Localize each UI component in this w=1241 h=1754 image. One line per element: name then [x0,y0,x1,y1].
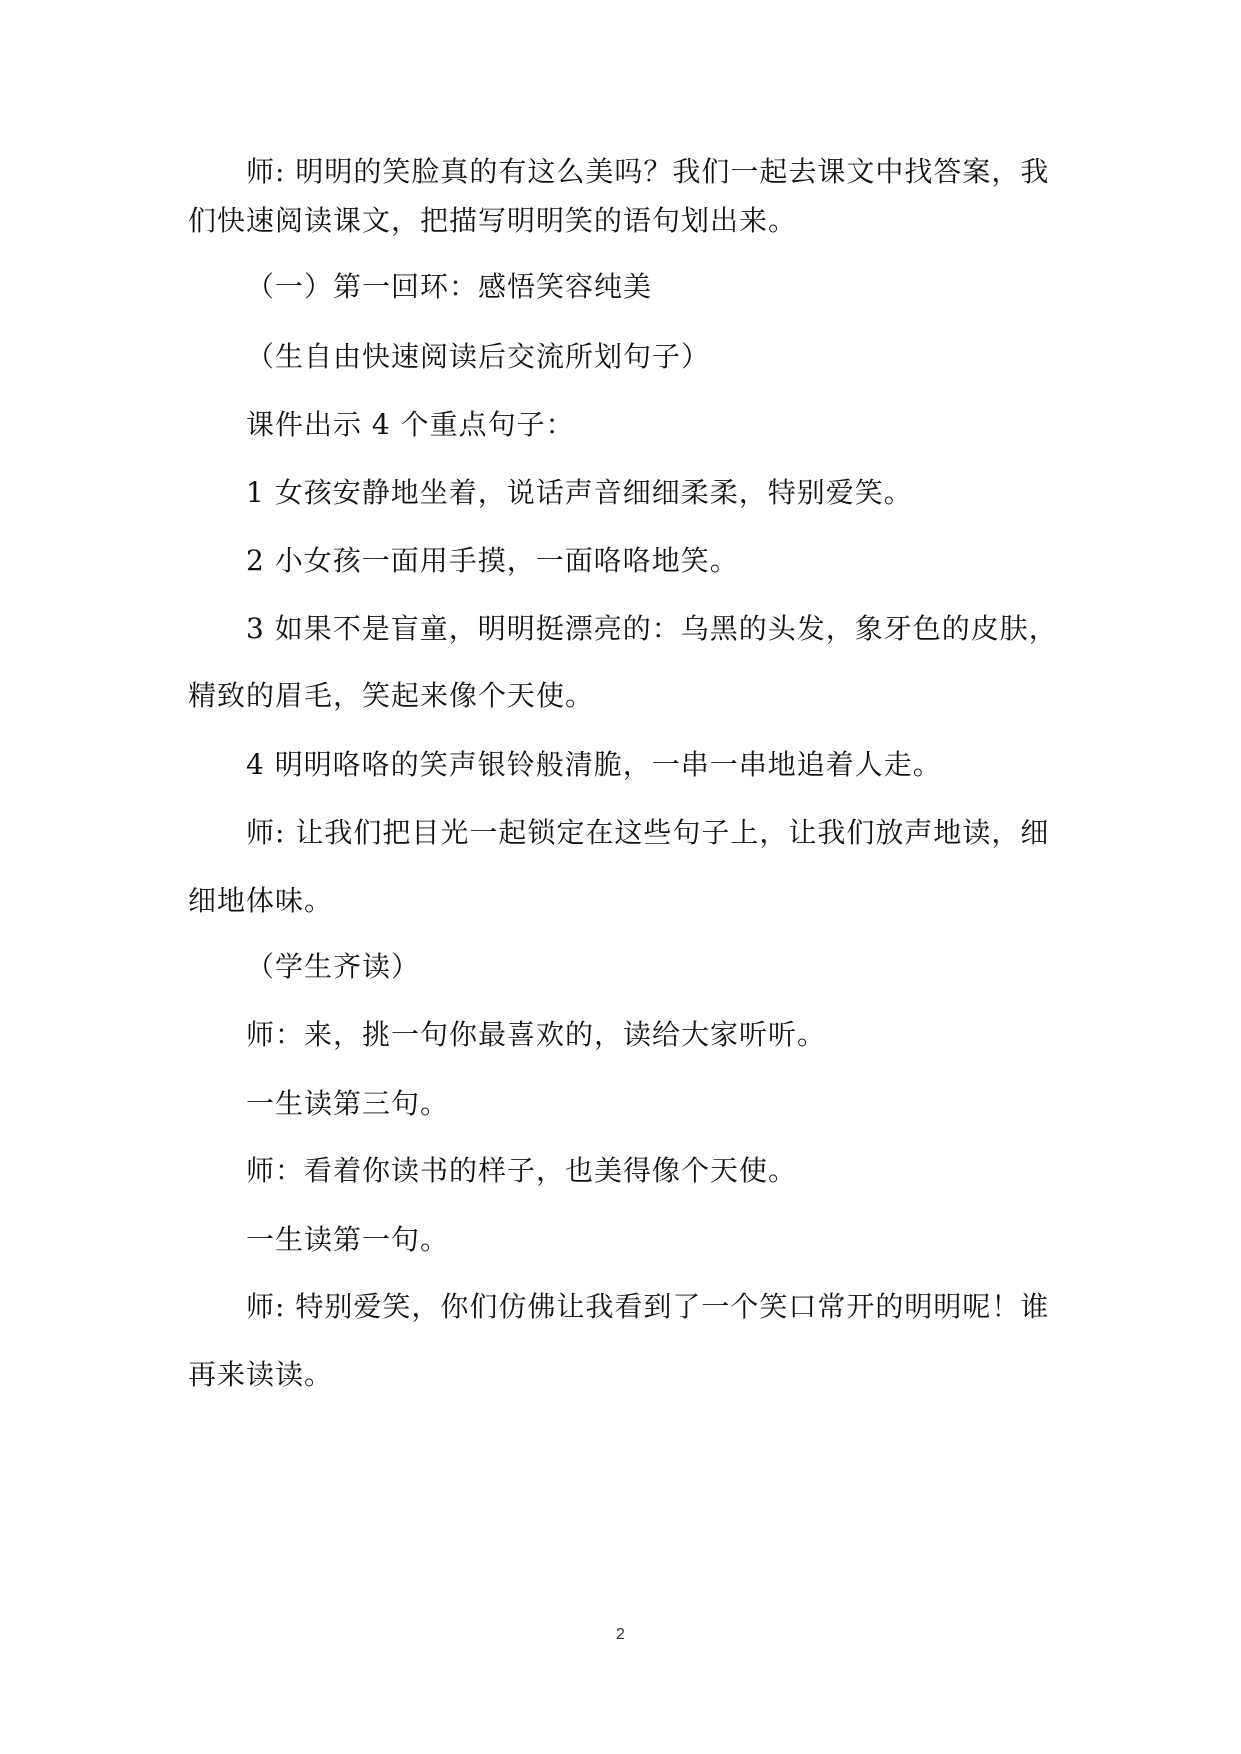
key-sentence: 3 如果不是盲童，明明挺漂亮的：乌黑的头发，象牙色的皮肤， [246,612,1058,645]
paragraph-line: 课件出示 4 个重点句子： [246,408,575,441]
paragraph-line: （生自由快速阅读后交流所划句子） [246,340,711,373]
paragraph-line: 师：来，挑一句你最喜欢的，读给大家听听。 [246,1018,827,1051]
paragraph-line: 师：看着你读书的样子，也美得像个天使。 [246,1154,798,1187]
paragraph-line: 师: 特别爱笑，你们仿佛让我看到了一个笑口常开的明明呢！谁 [246,1290,1050,1323]
paragraph-line: 们快速阅读课文，把描写明明笑的语句划出来。 [188,204,798,237]
paragraph-line: 师: 让我们把目光一起锁定在这些句子上，让我们放声地读，细 [246,816,1050,849]
paragraph-line: 精致的眉毛，笑起来像个天使。 [188,679,595,712]
paragraph-line: 细地体味。 [188,884,334,917]
key-sentence: 1 女孩安静地坐着，说话声音细细柔柔，特别爱笑。 [246,476,913,509]
section-heading: （一）第一回环：感悟笑容纯美 [246,270,653,303]
paragraph-line: 一生读第三句。 [246,1087,450,1120]
paragraph-line: （学生齐读） [246,950,421,983]
paragraph-line: 一生读第一句。 [246,1223,450,1256]
key-sentence: 2 小女孩一面用手摸，一面咯咯地笑。 [246,544,739,577]
paragraph-line: 师: 明明的笑脸真的有这么美吗？我们一起去课文中找答案，我 [246,155,1050,188]
paragraph-line: 再来读读。 [188,1358,334,1391]
page-number: 2 [616,1626,625,1643]
key-sentence: 4 明明咯咯的笑声银铃般清脆，一串一串地追着人走。 [246,748,942,781]
